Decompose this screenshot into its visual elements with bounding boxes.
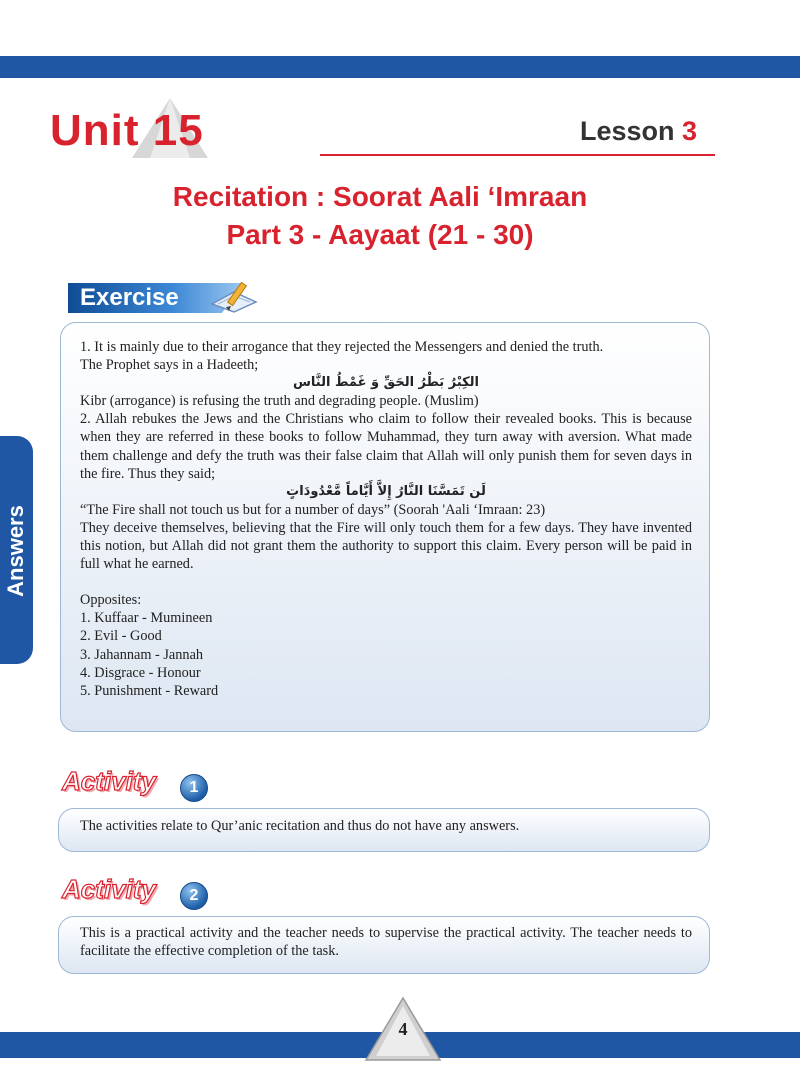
opposites-title: Opposites: [80, 592, 142, 609]
lesson-word: Lesson [580, 116, 675, 146]
lesson-number: 3 [682, 116, 698, 146]
exercise-label: Exercise [80, 284, 179, 311]
activity-2-text: This is a practical activity and the teacher needs to supervise the practical activity. The teacher needs to facilitate the effective completion of the task. [80, 925, 692, 960]
page-number: 4 [398, 1019, 408, 1039]
activity-2-number-badge: 2 [180, 882, 208, 910]
opposite-item: 4. Disgrace - Honour [80, 664, 201, 681]
opposite-item: 1. Kuffaar - Mumineen [80, 610, 213, 627]
exercise-line-4: 2. Allah rebukes the Jews and the Christians who claim to follow their revealed books. This is because when they are referred in these books to follow Muhammad, they turn away with aversion. What made them challenge and defy the truth was their false claim that Allah will only punish them for seven days in the fire. Thus they said; [80, 411, 692, 482]
lesson-label [580, 116, 697, 147]
exercise-pencil-icon [204, 280, 260, 316]
top-header-bar [0, 56, 800, 78]
heading-line-2: Part 3 - Aayaat (21 - 30) [226, 219, 534, 250]
opposite-item: 5. Punishment - Reward [80, 682, 219, 699]
unit-title: Unit 15 [50, 106, 204, 155]
opposite-item: 3. Jahannam - Jannah [80, 646, 204, 663]
activity-1-number-badge: 1 [180, 774, 208, 802]
exercise-text [80, 338, 692, 700]
page-heading [0, 178, 760, 254]
hadeeth-arabic: الكِبْرُ بَطْرُ الحَقِّ وَ غَمْطُ النَّاس [292, 375, 480, 391]
opposite-item: 2. Evil - Good [80, 628, 162, 645]
heading-line-1: Recitation : Soorat Aali ‘Imraan [172, 181, 588, 212]
exercise-line-3: Kibr (arrogance) is refusing the truth and degrading people. (Muslim) [80, 393, 479, 410]
lesson-underline [320, 154, 715, 156]
ayah-arabic: لَن تَمَسَّنَا النَّارُ إِلاَّ أَيَّاماً مَّعْدُودَاتٍ [286, 483, 486, 499]
activity-1-text: The activities relate to Qur’anic recitation and thus do not have any answers. [80, 818, 520, 834]
exercise-line-5: “The Fire shall not touch us but for a number of days” (Soorah 'Aali ‘Imraan: 23) [80, 501, 546, 518]
exercise-line-2: The Prophet says in a Hadeeth; [80, 357, 259, 374]
exercise-line-1: 1. It is mainly due to their arrogance that they rejected the Messengers and denied the truth. [80, 339, 604, 355]
activity-1-heading: Activity [62, 766, 156, 796]
activity-2-heading: Activity [62, 874, 156, 904]
answers-side-label: Answers [3, 505, 28, 597]
exercise-line-6: They deceive themselves, believing that the Fire will only touch them for a few days. They have invented this notion, but Allah did not grant them the authority to support this claim. Every person will be paid in full what he earned. [80, 519, 692, 573]
